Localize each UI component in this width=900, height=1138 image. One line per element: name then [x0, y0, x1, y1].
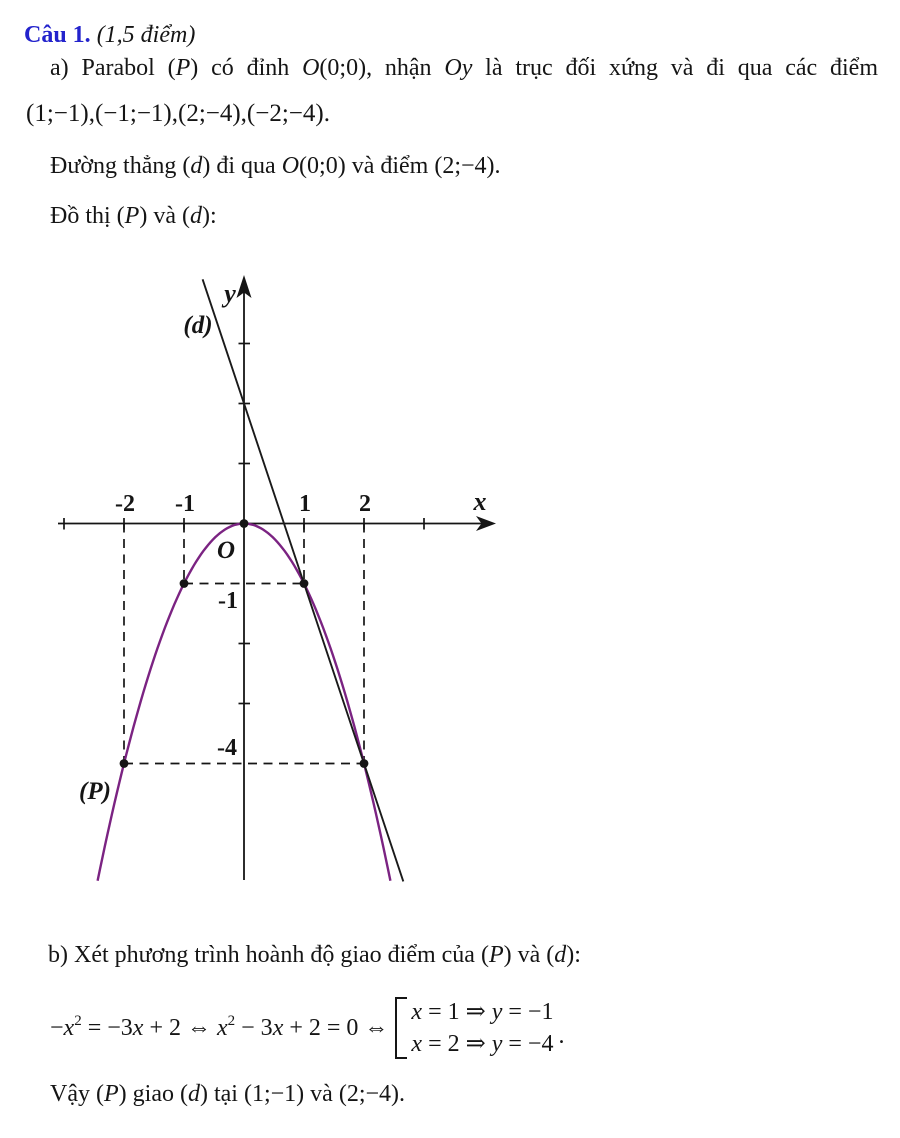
- math-var: x: [63, 1014, 75, 1041]
- text-segment: (2;−4).: [434, 153, 501, 179]
- text-segment: Đồ thị: [50, 203, 117, 229]
- paragraph-part-b: [48, 941, 581, 969]
- text-segment: (: [95, 1081, 104, 1107]
- x-tick-label-1: 1: [299, 491, 311, 517]
- origin-label: O: [216, 537, 236, 564]
- math-var: P: [124, 203, 140, 229]
- paragraph-graph-caption: [50, 202, 217, 230]
- equation-block: [50, 996, 564, 1060]
- math-var: Oy: [444, 55, 473, 81]
- x-axis-label: x: [473, 487, 487, 516]
- math-var: d: [190, 203, 202, 229]
- text-segment: − 3: [235, 1014, 273, 1041]
- x-tick-label-2: 2: [359, 491, 371, 517]
- case-row-2: [411, 1028, 553, 1060]
- text-segment: = 2 ⇒: [422, 1031, 492, 1057]
- case-rows: [407, 996, 553, 1060]
- text-segment: ):: [566, 942, 581, 968]
- math-var: P: [488, 942, 504, 968]
- y-axis-label: y: [224, 279, 236, 308]
- y-value-label-minus4: -4: [217, 735, 237, 761]
- math-var: O: [302, 55, 320, 81]
- text-segment: (0;0): [299, 153, 346, 179]
- math-var: x: [216, 1014, 228, 1041]
- text-segment: ): [503, 942, 512, 968]
- text-segment: (: [480, 942, 489, 968]
- paragraph-part-a: [50, 54, 878, 82]
- text-segment: (2;−4).: [338, 1081, 406, 1107]
- text-segment: (: [116, 203, 125, 229]
- paragraph-points: (1;−1),(−1;−1),(2;−4),(−2;−4).: [26, 100, 330, 127]
- exponent: 2: [74, 1012, 82, 1029]
- text-segment: và: [304, 1081, 339, 1107]
- question-heading: [24, 21, 195, 49]
- graph-parabola-and-line: [40, 258, 510, 898]
- text-segment: ): [199, 1081, 208, 1107]
- left-square-bracket-icon: [395, 997, 407, 1059]
- y-value-label-minus1: -1: [218, 588, 238, 614]
- text-segment: (1;−1): [243, 1081, 305, 1107]
- text-segment: ): [190, 55, 199, 81]
- case-row-1: [411, 996, 553, 1028]
- text-segment: ): [139, 203, 148, 229]
- text-segment: là trục đối xứng và đi qua các điểm: [472, 55, 878, 81]
- math-var: x: [272, 1014, 284, 1041]
- text-segment: và điểm: [345, 153, 435, 179]
- math-var: d: [554, 942, 567, 968]
- math-var: P: [103, 1081, 119, 1107]
- text-segment: và: [511, 942, 547, 968]
- math-var: O: [281, 153, 300, 179]
- x-tick-label-minus1: -1: [175, 491, 195, 517]
- math-var: x: [132, 1014, 144, 1041]
- text-segment: b) Xét phương trình hoành độ giao điểm của: [48, 942, 481, 968]
- equation-main: [50, 1012, 389, 1042]
- x-tick-label-minus2: -2: [115, 491, 135, 517]
- text-segment: Đường thẳng: [50, 153, 183, 179]
- text-segment: đi qua: [210, 153, 282, 179]
- line-d-label: (d): [183, 312, 213, 339]
- text-segment: (: [182, 153, 191, 179]
- curves: [98, 279, 404, 881]
- text-segment: tại: [207, 1081, 244, 1107]
- text-segment: ):: [202, 203, 217, 229]
- math-var: y: [491, 1031, 503, 1057]
- question-number: Câu 1.: [24, 22, 91, 48]
- text-segment: (: [179, 1081, 188, 1107]
- text-segment: ): [118, 1081, 127, 1107]
- text-segment: (: [167, 55, 176, 81]
- math-var: d: [187, 1081, 200, 1107]
- text-segment: , nhận: [366, 55, 445, 81]
- exponent: 2: [227, 1012, 236, 1029]
- text-segment: ): [202, 153, 211, 179]
- text-segment: (: [182, 203, 190, 229]
- text-segment: = 1 ⇒: [422, 999, 492, 1025]
- text-segment: (: [546, 942, 555, 968]
- math-var: y: [491, 999, 503, 1025]
- text-segment: và: [147, 203, 182, 229]
- text-segment: (0;0): [319, 55, 367, 81]
- sentence-period: .: [558, 1022, 565, 1049]
- case-system: [395, 996, 553, 1060]
- math-var: x: [411, 999, 423, 1025]
- question-score: (1,5 điểm): [90, 22, 196, 48]
- parabola-p-label: (P): [79, 778, 111, 805]
- math-var: x: [411, 1031, 423, 1057]
- text-segment: = −1: [502, 999, 554, 1025]
- math-var: P: [175, 55, 191, 81]
- text-segment: giao: [126, 1081, 180, 1107]
- text-segment: + 2 ⇔: [143, 1014, 217, 1041]
- graph-labels: [79, 279, 486, 805]
- math-var: d: [190, 153, 203, 179]
- text-segment: Vậy: [50, 1081, 96, 1107]
- paragraph-line-d: [50, 152, 501, 180]
- text-segment: + 2 = 0 ⇔: [283, 1014, 389, 1041]
- text-segment: a) Parabol: [50, 55, 168, 81]
- text-segment: = −3: [81, 1014, 133, 1041]
- text-segment: = −4: [502, 1031, 554, 1057]
- text-segment: −: [50, 1014, 64, 1041]
- text-segment: có đỉnh: [198, 55, 303, 81]
- paragraph-conclusion: [50, 1080, 405, 1108]
